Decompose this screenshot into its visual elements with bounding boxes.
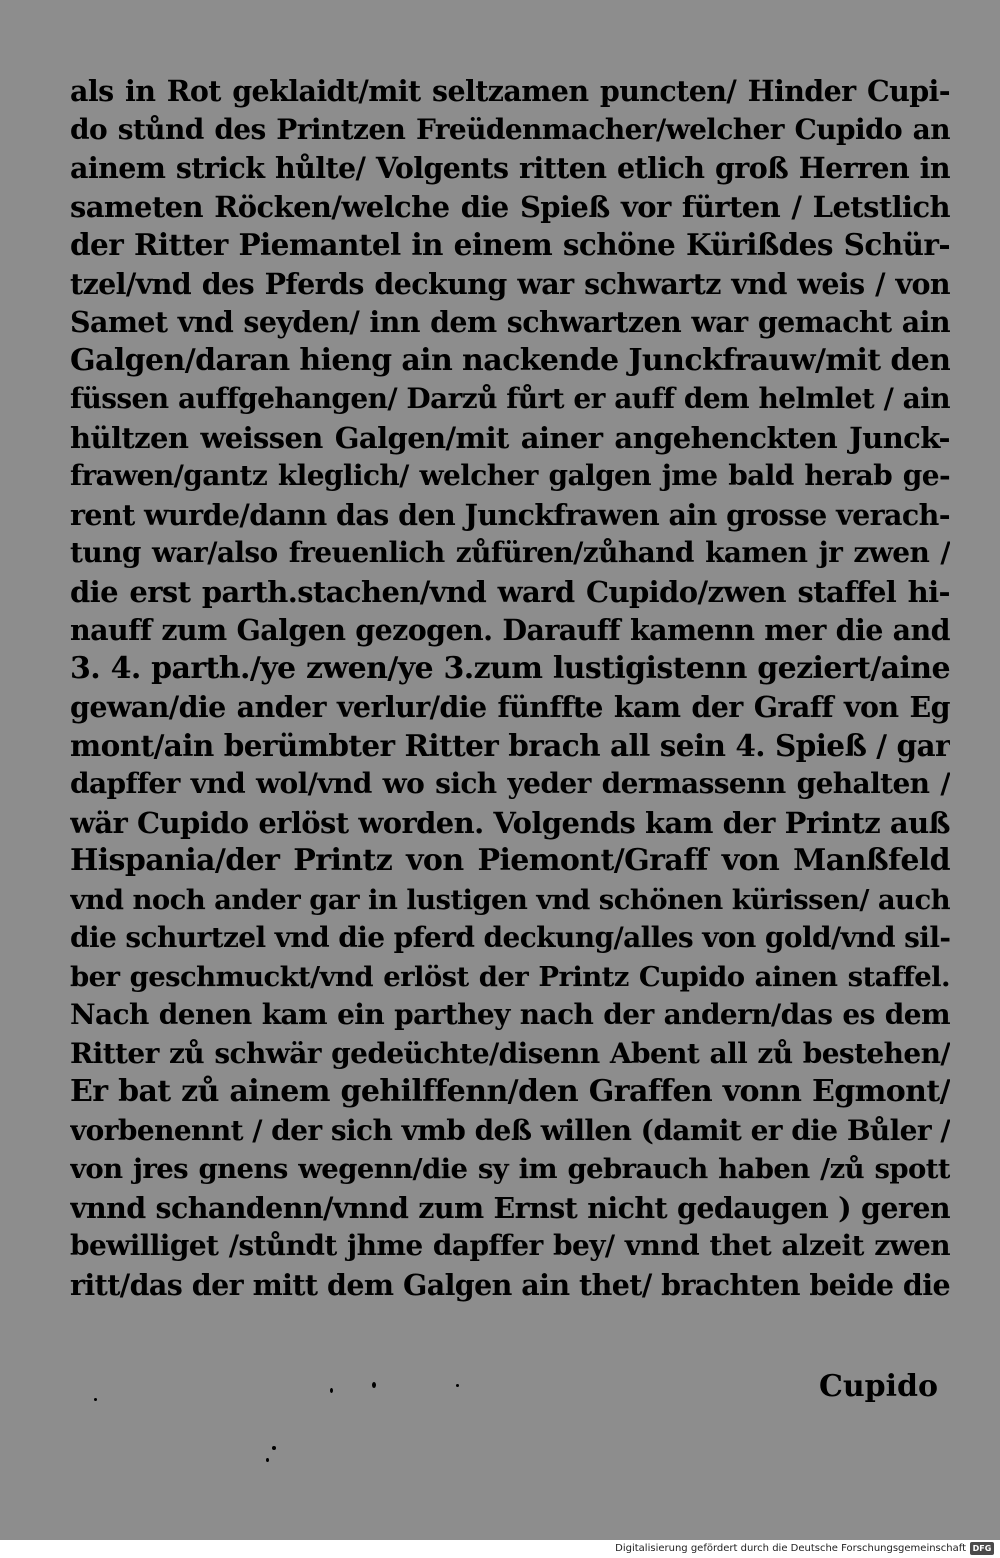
ink-speck	[272, 1446, 276, 1450]
text-line: Er bat zů ainem gehilffenn/den Graffen vonn Egmont/	[70, 1074, 950, 1109]
text-line: vnd noch ander gar in lustigen vnd schönen kürissen/ auch	[70, 883, 950, 916]
text-line: mont/ain berümbter Ritter brach all sein 4. Spieß / gar	[70, 727, 950, 763]
text-line: 3. 4. parth./ye zwen/ye 3.zum lustigistenn geziert/aine	[70, 650, 950, 686]
text-line: die erst parth.stachen/vnd ward Cupido/zwen staffel hi-	[70, 574, 950, 609]
text-line: ainem strick hůlte/ Volgents ritten etlich groß Herren in	[70, 151, 950, 185]
text-line: frawen/gantz kleglich/ welcher galgen jme bald herab ge-	[70, 459, 950, 492]
text-line: do stůnd des Printzen Freüdenmacher/welcher Cupido an	[70, 112, 950, 146]
text-line: die schurtzel vnd die pferd deckung/alles von gold/vnd sil-	[70, 921, 950, 954]
text-line: Nach denen kam ein parthey nach der andern/das es dem	[70, 998, 950, 1031]
ink-speck	[94, 1398, 97, 1401]
body-text	[70, 72, 950, 1304]
ink-speck	[266, 1458, 269, 1462]
text-line: ber geschmuckt/vnd erlöst der Printz Cupido ainen staffel.	[70, 960, 950, 993]
text-line: tung war/also freuenlich zůfüren/zůhand kamen jr zwen /	[70, 536, 950, 569]
text-line: nauff zum Galgen gezogen. Darauff kamenn mer die and	[70, 613, 950, 647]
text-line: vorbenennt / der sich vmb deß willen (damit er die Bůler /	[70, 1113, 950, 1147]
dfg-credit: Digitalisierung gefördert durch die Deutsche Forschungsgemeinschaft	[615, 1543, 966, 1554]
catchword: Cupido	[818, 1369, 938, 1404]
text-line: sameten Röcken/welche die Spieß vor fürten / Letstlich	[70, 189, 950, 224]
dfg-logo: DFG	[970, 1542, 994, 1555]
text-line: bewilliget /stůndt jhme dapffer bey/ vnnd thet alzeit zwen	[70, 1229, 950, 1262]
text-line: vnnd schandenn/vnnd zum Ernst nicht gedaugen ) geren	[70, 1190, 950, 1225]
text-line: Ritter zů schwär gedeüchte/disenn Abent all zů bestehen/	[70, 1036, 950, 1070]
text-line: wär Cupido erlöst worden. Volgends kam der Printz auß	[70, 805, 950, 840]
text-line: der Ritter Piemantel in einem schöne Kürißdes Schür-	[70, 227, 950, 262]
text-line: ritt/das der mitt dem Galgen ain thet/ brachten beide die	[70, 1267, 950, 1302]
text-line: hültzen weissen Galgen/mit ainer angehenckten Junck-	[70, 420, 950, 455]
text-line: Hispania/der Printz von Piemont/Graff von Manßfeld	[70, 843, 950, 878]
ink-speck	[330, 1388, 333, 1393]
text-line: tzel/vnd des Pferds deckung war schwartz vnd weis / von	[70, 266, 950, 301]
text-line: Samet vnd seyden/ inn dem schwartzen war gemacht ain	[70, 305, 950, 339]
text-line: dapffer vnd wol/vnd wo sich yeder dermassenn gehalten /	[70, 767, 950, 800]
text-line: von jres gnens wegenn/die sy im gebrauch haben /zů spott	[70, 1153, 950, 1185]
text-line: gewan/die ander verlur/die fünffte kam der Graff von Eg	[70, 690, 950, 724]
ink-speck	[456, 1384, 459, 1387]
text-line: füssen auffgehangen/ Darzů fůrt er auff dem helmlet / ain	[70, 382, 950, 415]
text-line: als in Rot geklaidt/mit seltzamen puncten/ Hinder Cupi-	[70, 74, 950, 108]
ink-speck	[372, 1382, 376, 1388]
text-line: rent wurde/dann das den Junckfrawen ain grosse verach-	[70, 497, 950, 532]
text-line: Galgen/daran hieng ain nackende Junckfrauw/mit den	[70, 342, 950, 378]
